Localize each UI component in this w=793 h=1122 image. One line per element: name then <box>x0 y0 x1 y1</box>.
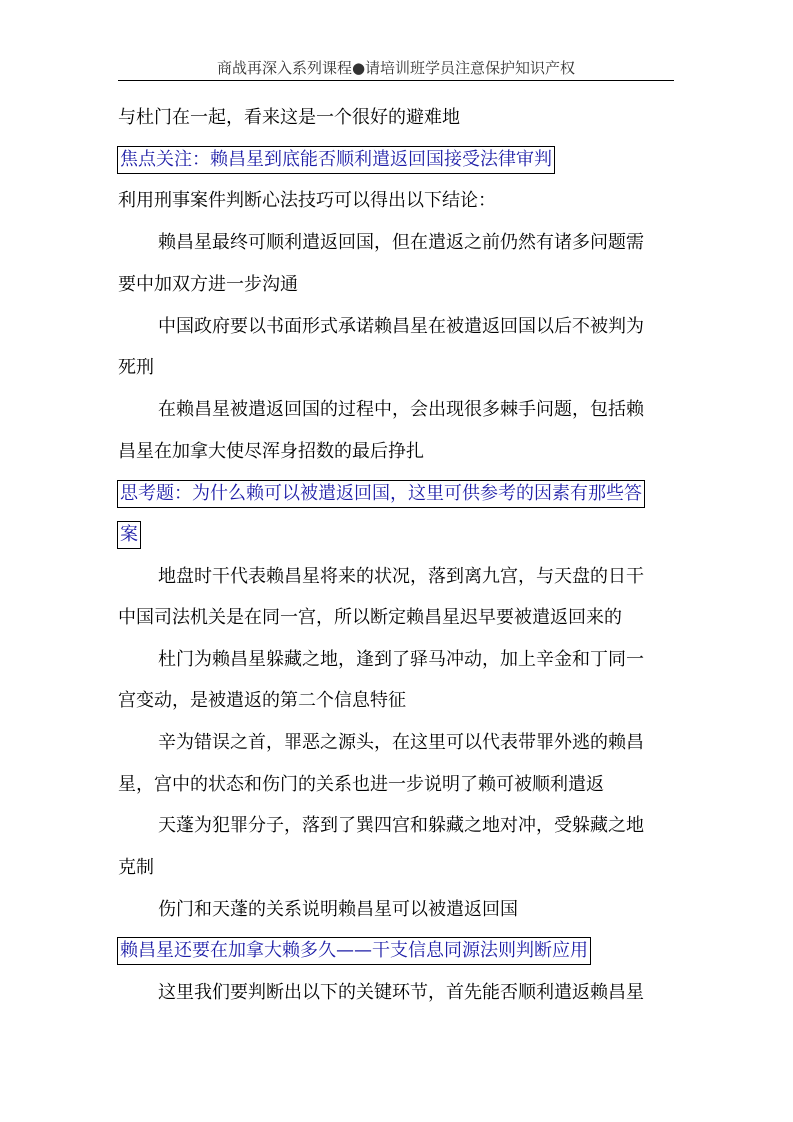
text-line: 昌星在加拿大使尽浑身招数的最后挣扎 <box>118 441 424 462</box>
text-line: 宫变动，是被遣返的第二个信息特征 <box>118 690 406 711</box>
text-line: 与杜门在一起，看来这是一个很好的避难地 <box>118 107 460 128</box>
focus-heading: 焦点关注：赖昌星到底能否顺利遣返回国接受法律审判 <box>117 146 555 174</box>
text-line: 天蓬为犯罪分子，落到了巽四宫和躲藏之地对冲，受躲藏之地 <box>158 815 644 836</box>
text-line: 杜门为赖昌星躲藏之地，逢到了驿马冲动，加上辛金和丁同一 <box>158 649 644 670</box>
text-line: 辛为错误之首，罪恶之源头，在这里可以代表带罪外逃的赖昌 <box>158 732 644 753</box>
text-line: 死刑 <box>118 357 154 378</box>
text-line: 这里我们要判断出以下的关键环节，首先能否顺利遣返赖昌星 <box>158 982 644 1003</box>
text-line: 伤门和天蓬的关系说明赖昌星可以被遣返回国 <box>158 899 518 920</box>
page-header: 商战再深入系列课程●请培训班学员注意保护知识产权 <box>118 56 674 81</box>
question-heading-continued: 案 <box>117 521 141 549</box>
text-line: 地盘时干代表赖昌星将来的状况，落到离九宫，与天盘的日干 <box>158 566 644 587</box>
text-line: 中国政府要以书面形式承诺赖昌星在被遣返回国以后不被判为 <box>158 316 644 337</box>
text-line: 赖昌星最终可顺利遣返回国，但在遣返之前仍然有诸多问题需 <box>158 232 644 253</box>
text-line: 在赖昌星被遣返回国的过程中，会出现很多棘手问题，包括赖 <box>158 399 644 420</box>
question-heading: 思考题：为什么赖可以被遣返回国，这里可供参考的因素有那些答 <box>117 480 645 508</box>
section-heading: 赖昌星还要在加拿大赖多久——干支信息同源法则判断应用 <box>117 937 591 965</box>
text-line: 利用刑事案件判断心法技巧可以得出以下结论： <box>118 190 496 211</box>
text-line: 克制 <box>118 857 154 878</box>
text-line: 要中加双方进一步沟通 <box>118 274 298 295</box>
text-line: 星，宫中的状态和伤门的关系也进一步说明了赖可被顺利遣返 <box>118 774 604 795</box>
text-line: 中国司法机关是在同一宫，所以断定赖昌星迟早要被遣返回来的 <box>118 607 622 628</box>
